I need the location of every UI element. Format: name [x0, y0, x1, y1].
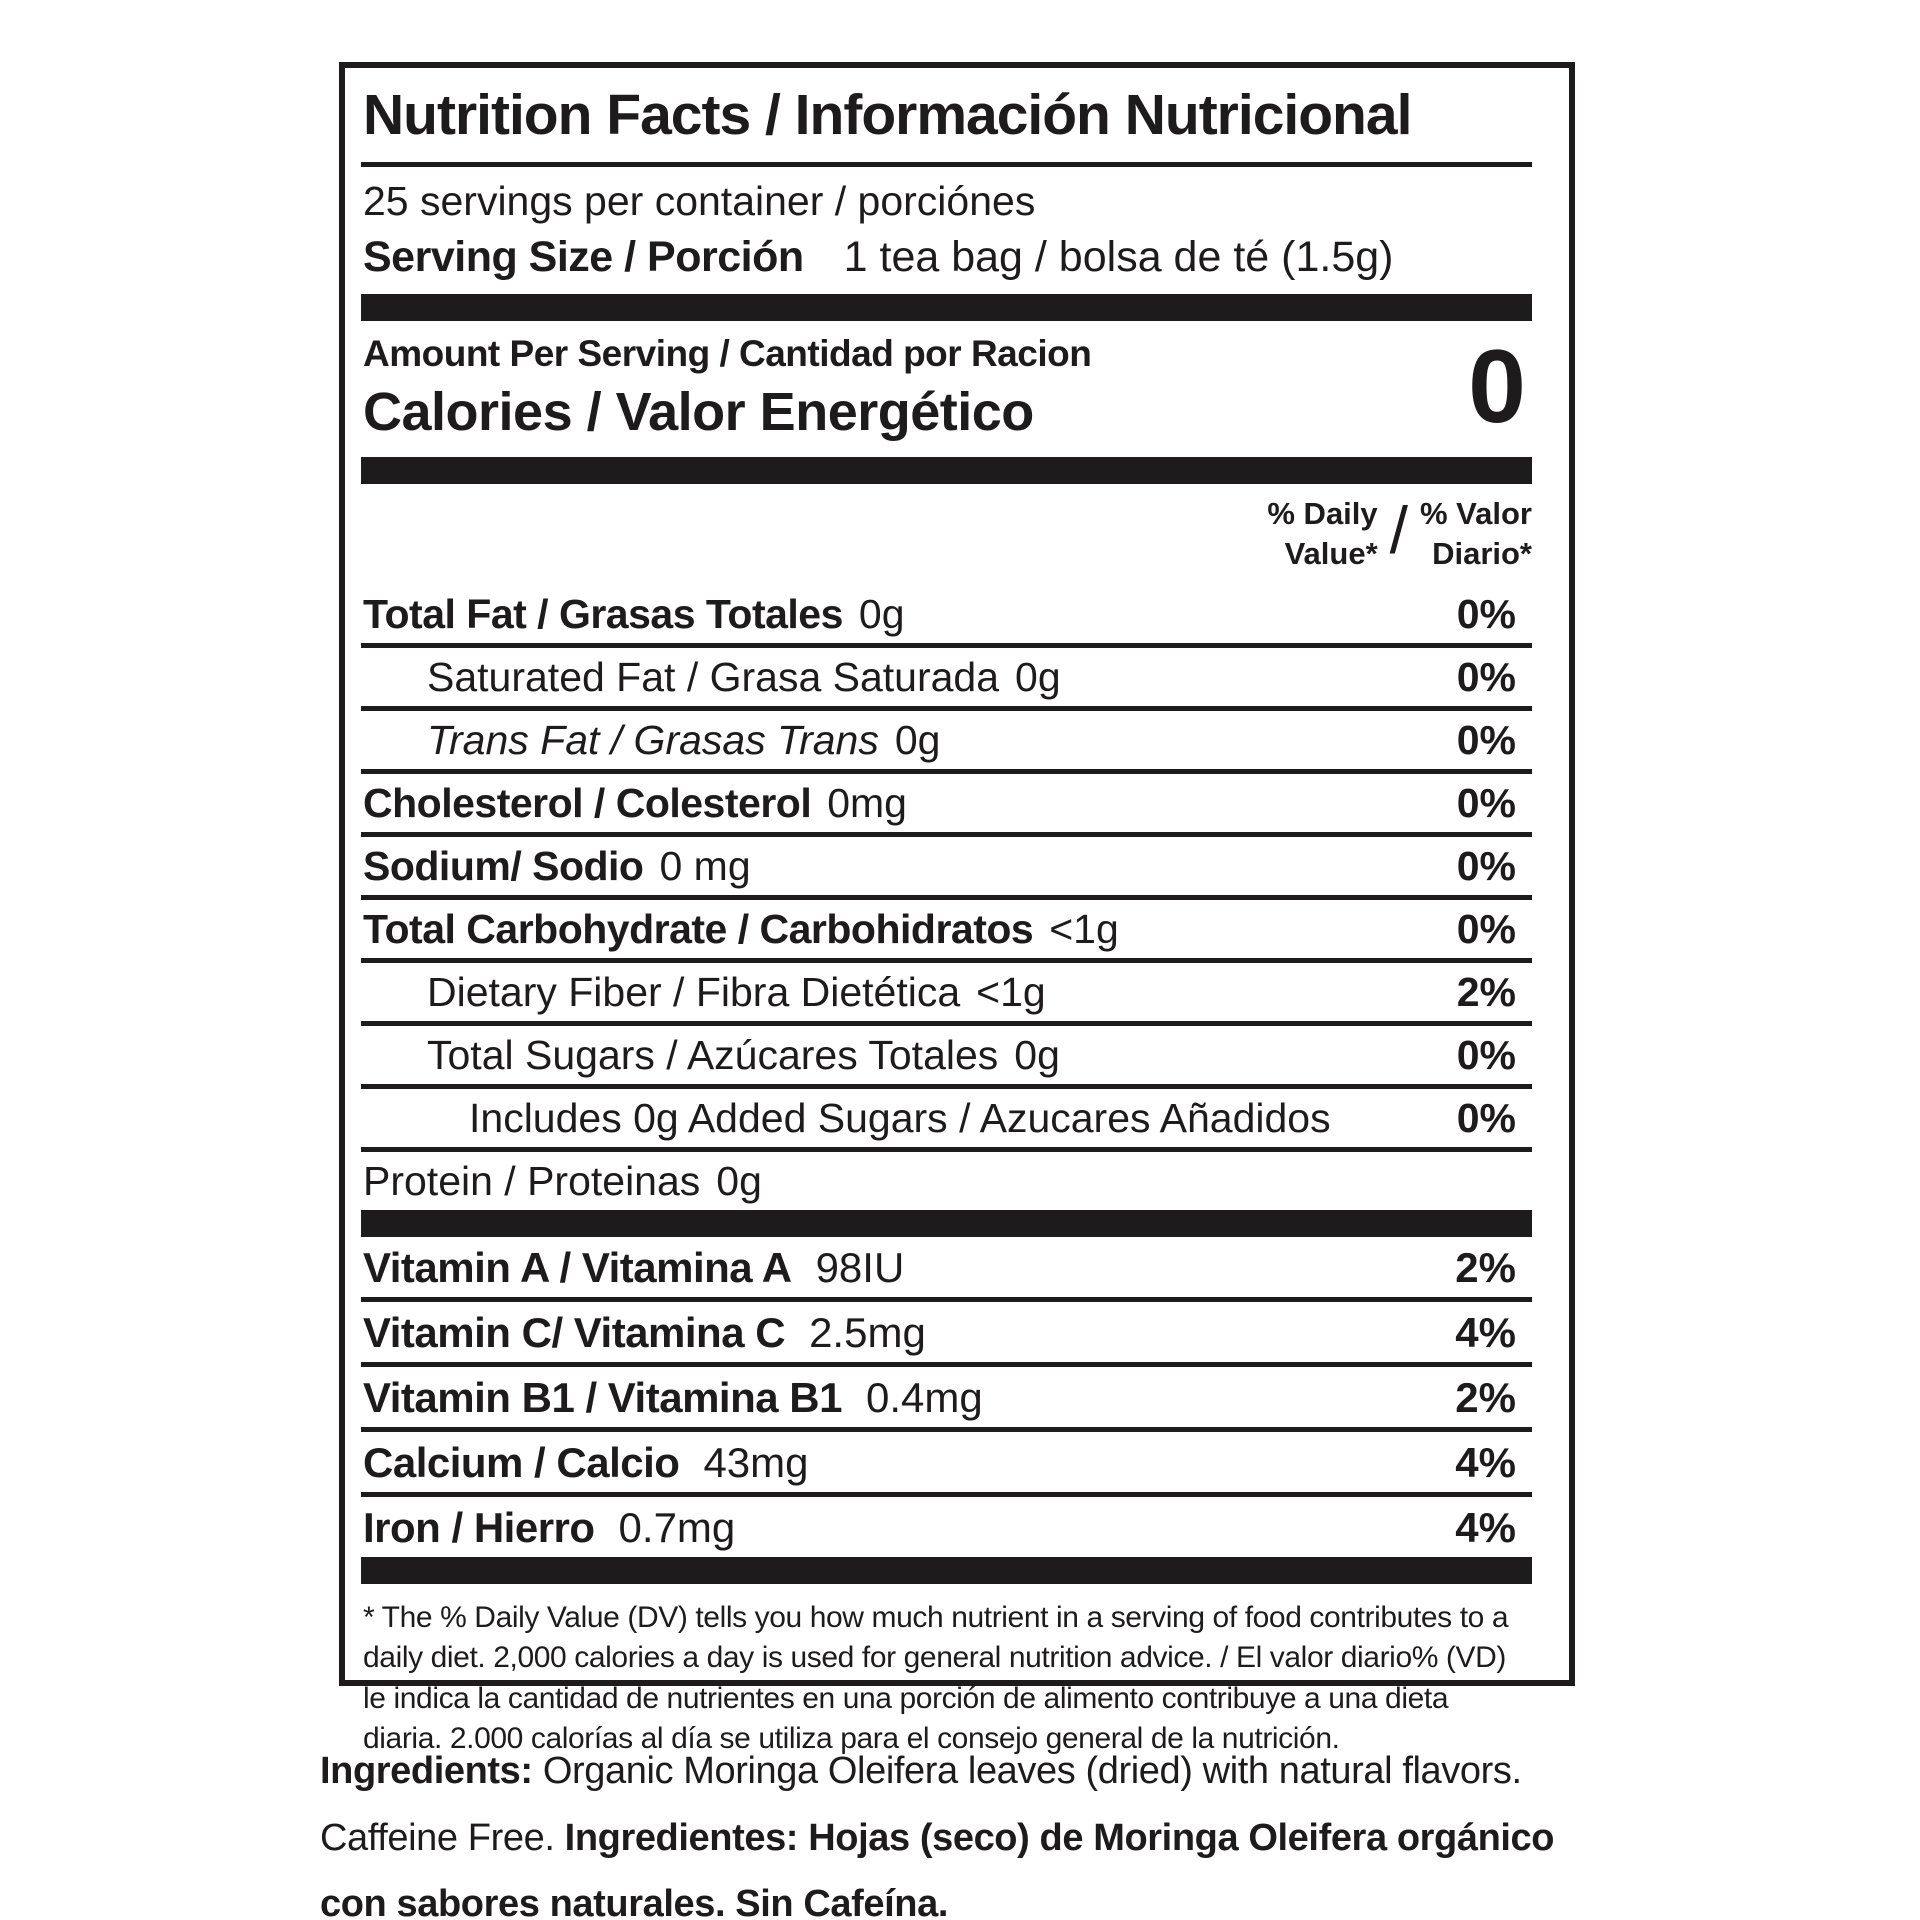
- table-row: [361, 1302, 1532, 1367]
- table-row: [361, 1026, 1532, 1089]
- table-row: [361, 837, 1532, 900]
- vitamin-name: Calcium / Calcio: [363, 1439, 680, 1487]
- vitamin-amount: 43mg: [703, 1439, 809, 1487]
- nutrient-dv: 0%: [1456, 1095, 1516, 1142]
- table-row: [361, 648, 1532, 711]
- amount-per-serving: Amount Per Serving / Cantidad por Racion: [363, 332, 1092, 374]
- ingredients-label-en: Ingredients:: [320, 1750, 533, 1792]
- vitamin-name: Vitamin A / Vitamina A: [363, 1244, 792, 1292]
- nutrient-amount: <1g: [976, 969, 1046, 1016]
- dv-slash: /: [1389, 492, 1408, 567]
- footnote-line: daily diet. 2,000 calories a day is used for general nutrition advice. / El valor diario% (VD): [363, 1641, 1506, 1675]
- nutrient-amount: 0g: [1015, 654, 1061, 701]
- vitamin-name: Vitamin C/ Vitamina C: [363, 1309, 786, 1357]
- vitamin-name: Vitamin B1 / Vitamina B1: [363, 1374, 842, 1422]
- table-row: [361, 900, 1532, 963]
- nutrient-name: Sodium/ Sodio: [363, 843, 644, 890]
- ingredients-line: [320, 1805, 1610, 1872]
- thick-bar: [361, 457, 1532, 484]
- vitamin-dv: 4%: [1455, 1439, 1516, 1487]
- nutrient-dv: 0%: [1456, 843, 1516, 890]
- servings-per-container: 25 servings per container / porciónes: [363, 177, 1036, 224]
- nutrient-name: Total Sugars / Azúcares Totales: [427, 1032, 999, 1079]
- daily-value-footnote: [361, 1584, 1532, 1759]
- vitamin-amount: 0.4mg: [865, 1374, 983, 1422]
- daily-value-en: [1267, 494, 1377, 573]
- table-row: [361, 1152, 1532, 1210]
- nutrient-name: Cholesterol / Colesterol: [363, 780, 812, 827]
- nutrient-rows: [361, 585, 1532, 1210]
- ingredients-text-es: con sabores naturales. Sin Cafeína.: [320, 1883, 948, 1920]
- footnote-line: diaria. 2.000 calorías al día se utiliza para el consejo general de la nutrición.: [363, 1721, 1340, 1755]
- nutrient-dv: 0%: [1456, 1032, 1516, 1079]
- table-row: [361, 1497, 1532, 1557]
- nutrient-dv: 0%: [1456, 591, 1516, 638]
- thick-bar: [361, 1210, 1532, 1237]
- nutrient-name: Dietary Fiber / Fibra Dietética: [427, 969, 961, 1016]
- nutrient-amount: 0mg: [827, 780, 907, 827]
- dv-en-line2: Value*: [1284, 535, 1378, 571]
- vitamin-amount: 0.7mg: [618, 1504, 736, 1552]
- nutrient-amount: 0g: [716, 1158, 762, 1205]
- daily-value-es: [1420, 494, 1532, 573]
- nutrient-dv: 0%: [1456, 717, 1516, 764]
- nutrient-amount: 0g: [858, 591, 905, 638]
- calories-label: Calories / Valor Energético: [363, 381, 1034, 442]
- nutrient-name: Includes 0g Added Sugars / Azucares Añadidos: [469, 1095, 1331, 1142]
- nutrient-amount: 0g: [894, 717, 941, 764]
- vitamin-rows: [361, 1237, 1532, 1557]
- table-row: [361, 774, 1532, 837]
- vitamin-dv: 2%: [1455, 1244, 1516, 1292]
- ingredients-paragraph: [320, 1738, 1610, 1920]
- serving-size-label: Serving Size / Porción: [363, 232, 804, 281]
- ingredients-line: [320, 1738, 1610, 1805]
- serving-size-value: 1 tea bag / bolsa de té (1.5g): [843, 232, 1394, 281]
- dv-en-line1: % Daily: [1267, 495, 1378, 531]
- nutrient-dv: 0%: [1456, 906, 1516, 953]
- nutrient-dv: 2%: [1456, 969, 1516, 1016]
- table-row: [361, 963, 1532, 1026]
- nutrient-dv: 0%: [1456, 654, 1516, 701]
- daily-value-header: [361, 484, 1532, 585]
- caffeine-free-text: Caffeine Free.: [320, 1816, 565, 1859]
- table-row: [361, 585, 1532, 648]
- calories-value: 0: [1468, 328, 1526, 445]
- nutrient-amount: 0 mg: [659, 843, 751, 890]
- table-row: [361, 1237, 1532, 1302]
- nutrient-name: Total Fat / Grasas Totales: [363, 591, 843, 638]
- vitamin-amount: 2.5mg: [809, 1309, 926, 1357]
- table-row: [361, 1367, 1532, 1432]
- table-row: [361, 1432, 1532, 1497]
- thick-bar: [361, 1557, 1532, 1584]
- nutrient-name: Protein / Proteinas: [363, 1158, 701, 1205]
- nutrient-name: Total Carbohydrate / Carbohidratos: [363, 906, 1034, 953]
- nutrient-amount: 0g: [1014, 1032, 1060, 1079]
- serving-size-row: [361, 227, 1532, 294]
- vitamin-name: Iron / Hierro: [363, 1504, 595, 1552]
- dv-es-line1: % Valor: [1420, 495, 1532, 531]
- nutrient-name: Saturated Fat / Grasa Saturada: [427, 654, 1000, 701]
- ingredients-text-en: Organic Moringa Oleifera leaves (dried) with natural flavors.: [532, 1750, 1522, 1792]
- nutrient-dv: 0%: [1456, 780, 1516, 827]
- dv-es-line2: Diario*: [1432, 535, 1532, 571]
- vitamin-amount: 98IU: [815, 1244, 905, 1292]
- table-row: [361, 1089, 1532, 1152]
- footnote-line: le indica la cantidad de nutrientes en una porción de alimento contribuye a una dieta: [363, 1681, 1449, 1715]
- table-row: [361, 711, 1532, 774]
- nutrient-name: Trans Fat / Grasas Trans: [427, 717, 879, 764]
- thick-bar: [361, 294, 1532, 321]
- nutrition-facts-panel: [339, 62, 1575, 1755]
- vitamin-dv: 4%: [1455, 1309, 1516, 1357]
- panel-title: Nutrition Facts / Información Nutricional: [363, 83, 1412, 147]
- ingredients-line: [320, 1871, 1610, 1920]
- vitamin-dv: 4%: [1455, 1504, 1516, 1552]
- calories-section: [361, 321, 1532, 457]
- vitamin-dv: 2%: [1455, 1374, 1516, 1422]
- footnote-line: * The % Daily Value (DV) tells you how much nutrient in a serving of food contributes to a: [363, 1601, 1509, 1635]
- ingredients-label-es: Ingredientes: Hojas (seco) de Moringa Oleifera orgánico: [564, 1816, 1555, 1859]
- nutrient-amount: <1g: [1049, 906, 1119, 953]
